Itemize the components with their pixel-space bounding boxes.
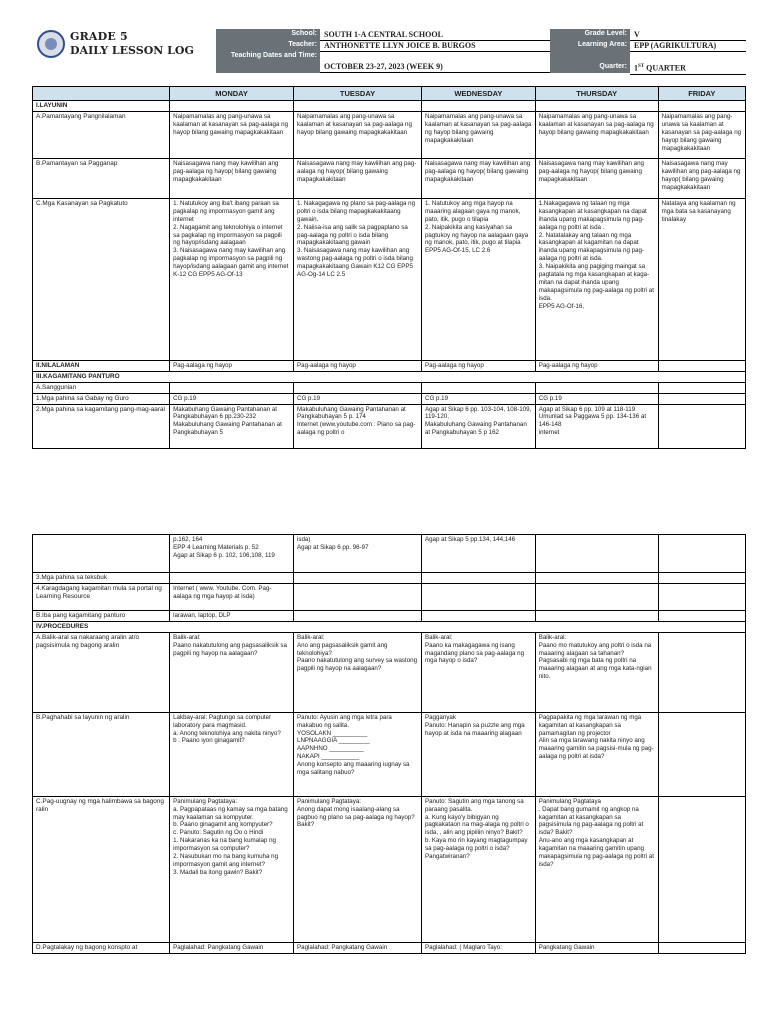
school-label: School: bbox=[216, 29, 320, 40]
day-header-monday: MONDAY bbox=[170, 87, 294, 101]
cell-monday: Internet ( www. Youtube. Com. Pag-aalaga ng mga hayop at isda) bbox=[170, 583, 294, 610]
school-value: SOUTH 1-A CENTRAL SCHOOL bbox=[320, 29, 550, 41]
cell-friday bbox=[658, 796, 745, 942]
table-row bbox=[33, 371, 746, 382]
cell-tuesday: Paglalahad: Pangkatang Gawain bbox=[294, 942, 422, 953]
cell-wednesday: Panuto: Sagutin ang mga tanong sa paraang pasalita. a. Kung kayo'y bibigyan ng pagkakataon na mag-alaga ng poltri o isda, , alin ang pipiliin ninyo? Bakit? b. Kaya mo rin kayang magtagumpay sa pag-aalaga ng poltri o isda? Pangatwiranan? bbox=[421, 796, 535, 942]
cell-friday bbox=[658, 573, 745, 584]
cell-monday: Balik-aral: Paano nakatutulong ang pagsasaliksik sa pagpili ng hayop na aalagaan? bbox=[170, 632, 294, 712]
corner-header bbox=[33, 87, 170, 101]
learning-area-value: EPP (AGRIKULTURA) bbox=[630, 40, 746, 52]
cell-thursday: Pag-aalaga ng hayop bbox=[535, 360, 658, 371]
cell-wednesday bbox=[421, 610, 535, 621]
table-row bbox=[33, 382, 746, 393]
quarter-label: Quarter: bbox=[550, 51, 630, 73]
dates-value: OCTOBER 23-27, 2023 (WEEK 9) bbox=[320, 61, 550, 73]
cell-tuesday bbox=[294, 583, 422, 610]
cell-thursday bbox=[535, 535, 658, 573]
cell-monday: Paglalahad: Pangkatang Gawain bbox=[170, 942, 294, 953]
row-label: B.Iba pang kagamitang panturo bbox=[33, 610, 170, 621]
cell-monday: p.162, 164 EPP 4 Learning Materials p. 52 Agap at Sikap 6 p. 102, 106,108, 119 bbox=[170, 535, 294, 573]
cell-friday bbox=[658, 404, 745, 448]
table-row bbox=[33, 621, 746, 632]
row-label: 1.Mga pahina sa Gabay ng Guro bbox=[33, 393, 170, 404]
quarter-value bbox=[630, 61, 746, 75]
cell-friday bbox=[658, 101, 745, 112]
table-row bbox=[33, 942, 746, 953]
cell-tuesday: Panimulang Pagtataya: Anong dapat mong isaalang-alang sa pagbuo ng plano sa pag-aalaga ng hayop? Bakit? bbox=[294, 796, 422, 942]
deped-seal-icon bbox=[37, 30, 65, 58]
grade-title: GRADE 5 bbox=[70, 30, 128, 43]
cell-monday bbox=[170, 101, 294, 112]
cell-friday bbox=[658, 535, 745, 573]
table-row bbox=[33, 404, 746, 448]
row-label: A.Pamantayang Pangnilalaman bbox=[33, 111, 170, 158]
cell-monday: Panimulang Pagtataya: a. Pagpapataas ng kamay sa mga batang may kaalaman sa kompyuter. b. Paano ginagamit ang kompyuter? c. Panuto: Sagutin ng Oo o Hindi 1. Nakaranas ka na bang kumalap ng impormasyon sa computer? 2. Nasubukan mo na bang kumuha ng impormasyon gamit ang internet? 3. Madali ba itong gawin? Bakit? bbox=[170, 796, 294, 942]
cell-wednesday: Agap at Sikap 6 pp. 103-104, 108-109, 119-120, Makabuluhang Gawaing Pantahanan at Pangkabuhayan 5 p 162 bbox=[421, 404, 535, 448]
cell-monday: larawan, laptop, DLP bbox=[170, 610, 294, 621]
lesson-table-page-1 bbox=[32, 86, 746, 449]
cell-tuesday bbox=[294, 573, 422, 584]
cell-thursday: Pagpapakita ng mga larawan ng mga kagamitan at kasangkapan sa pamamagitan ng projector Alin sa mga larawang nakita ninyo ang maaaring gamitin sa pagsisi-mula ng pag-aalaga ng poltri at isda? bbox=[535, 712, 658, 796]
cell-wednesday: Agap at Sikap 5 pp.134, 144,146 bbox=[421, 535, 535, 573]
table-row bbox=[33, 610, 746, 621]
cell-thursday: Panimulang Pagtataya . Dapat bang gumamit ng angkop na kagamitan at kasangkapan sa pagsisimula ng pag-aalaga ng poltri at isda? Bakit? Anu-ano ang mga kasangkapan at kagamitan na maaaring gamitin upang makapagsimula ng pag-aalaga ng poltri at isda? bbox=[535, 796, 658, 942]
cell-friday bbox=[658, 610, 745, 621]
header bbox=[32, 28, 746, 76]
cell-thursday bbox=[535, 101, 658, 112]
cell-wednesday bbox=[421, 101, 535, 112]
table-row bbox=[33, 111, 746, 158]
cell-tuesday: isda) Agap at Sikap 6 pp. 96-97 bbox=[294, 535, 422, 573]
row-label: 2.Mga pahina sa kagamitang pang-mag-aaral bbox=[33, 404, 170, 448]
cell-friday bbox=[658, 942, 745, 953]
row-label: A.Sanggunian bbox=[33, 382, 170, 393]
table-row bbox=[33, 632, 746, 712]
page-1 bbox=[0, 0, 768, 468]
cell-thursday: 1.Nakagagawa ng talaan ng mga kasangkapan at kasangkapan na dapat ihanda upang makapagsimula ng pag-aalaga ng poltri at isda . 2. Natatalakay ang talaan ng mga kasangkapan at kagamitan na dapat ihanda upang makapagsimula ng pag-aalaga ng poltri at isda. 3. Naipakikita ang pagiging maingat sa pagtatala ng mga kasangkapan at kaga-mitan na dapat ihanda upang makapagsimula ng pag-aalaga ng poltri at isda. EPP5 AG-Of-16, bbox=[535, 198, 658, 360]
cell-thursday: Balik-aral: Paano mo matutukoy ang poltri o isda na maaaring alagaan sa tahanan? Pagsasabi ng mga bata ng poltri na maaaring alagaan at ang mga kata-ngian nito. bbox=[535, 632, 658, 712]
cell-wednesday bbox=[421, 583, 535, 610]
cell-friday bbox=[658, 393, 745, 404]
row-label bbox=[33, 535, 170, 573]
cell-tuesday bbox=[294, 610, 422, 621]
row-label: B.Paghahabi sa layunin ng aralin bbox=[33, 712, 170, 796]
cell-friday: Natataya ang kaalaman ng mga bata sa kasanayang tinalakay bbox=[658, 198, 745, 360]
row-label: B.Pamantayan sa Pagganap bbox=[33, 158, 170, 198]
quarter-word: QUARTER bbox=[644, 63, 686, 73]
cell-tuesday: Balik-aral: Ano ang pagsasaliksik gamit ang teknolohiya? Paano nakatutulong ang survey sa wastong pagpili ng hayop na aalagaan? bbox=[294, 632, 422, 712]
cell-thursday: Naisasagawa nang may kawilihan ang pag-aalaga ng hayop( bilang gawaing mapagkakakitaan bbox=[535, 158, 658, 198]
row-label: A.Balik-aral sa nakaraang aralin at/o pagsisimula ng bagong aralin bbox=[33, 632, 170, 712]
table-row bbox=[33, 360, 746, 371]
row-label: 4.Karagdagang kagamitan mula sa portal ng Learning Resource bbox=[33, 583, 170, 610]
cell-friday bbox=[658, 632, 745, 712]
cell-tuesday bbox=[294, 382, 422, 393]
row-label: D.Pagtalakay ng bagong konspto at bbox=[33, 942, 170, 953]
cell-wednesday: Paglalahad: ( Maglaro Tayo: bbox=[421, 942, 535, 953]
cell-tuesday: CG p.19 bbox=[294, 393, 422, 404]
table-row bbox=[33, 101, 746, 112]
cell-thursday bbox=[535, 573, 658, 584]
dates-label: Teaching Dates and Time: bbox=[216, 51, 320, 73]
cell-tuesday: Naisasagawa nang may kawilihan ang pag-aalaga ng hayop( bilang gawaing mapagkakakitaan bbox=[294, 158, 422, 198]
cell-thursday bbox=[535, 583, 658, 610]
cell-friday bbox=[658, 712, 745, 796]
cell-wednesday bbox=[421, 573, 535, 584]
cell-monday: Naipamamalas ang pang-unawa sa kaalaman at kasanayan sa pag-aalaga ng hayop bilang gawaing mapagkakakitaan bbox=[170, 111, 294, 158]
cell-wednesday: Pagganyak Panuto: Hanapin sa puzzle ang mga hayop at isda na maaaring alagaan bbox=[421, 712, 535, 796]
row-label: C.Pag-uugnay ng mga halimbawa sa bagong ralin bbox=[33, 796, 170, 942]
cell-friday bbox=[658, 382, 745, 393]
cell-thursday: Pangkatang Gawain bbox=[535, 942, 658, 953]
cell-wednesday: Naisasagawa nang may kawilihan ang pag-aalaga ng hayop( bilang gawaing mapagkakakitaan bbox=[421, 158, 535, 198]
cell-wednesday: Pag-aalaga ng hayop bbox=[421, 360, 535, 371]
cell-thursday: Agap at Sikap 6 pp. 109 at 118-119 Umunlad sa Paggawa 5 pp. 134-136 at 146-148 internet bbox=[535, 404, 658, 448]
cell-wednesday bbox=[421, 382, 535, 393]
cell-tuesday: Naipamamalas ang pang-unawa sa kaalaman at kasanayan sa pag-aalaga ng hayop bilang gawaing mapagkakakitaan bbox=[294, 111, 422, 158]
row-label: I.LAYUNIN bbox=[33, 101, 170, 112]
table-row bbox=[33, 158, 746, 198]
day-header-row bbox=[33, 87, 746, 101]
table-row bbox=[33, 712, 746, 796]
day-header-thursday: THURSDAY bbox=[535, 87, 658, 101]
cell-monday: Naisasagawa nang may kawilihan ang pag-aalaga ng hayop( bilang gawaing mapagkakakitaan bbox=[170, 158, 294, 198]
cell-friday bbox=[658, 360, 745, 371]
cell-thursday bbox=[535, 382, 658, 393]
cell-wednesday: CG p.19 bbox=[421, 393, 535, 404]
teacher-value: ANTHONETTE LLYN JOICE B. BURGOS bbox=[320, 40, 550, 52]
cell-tuesday: 1. Nakagagawa ng plano sa pag-aalaga ng poltri o isda bilang mapagkakakitaang gawain. 2. Naiisa-isa ang salik sa pagpaplano sa pag-aalaga ng poltri o isda bilang mapagkakakitaang gawain 3. Naisasagawa nang may kawilihan ang wastong pag-aalaga ng poltri o isda bilang mapagkakakitaang Gawain K12 CG EPP5 AG-Og-14 LC 2.5 bbox=[294, 198, 422, 360]
table-row bbox=[33, 796, 746, 942]
cell-monday bbox=[170, 382, 294, 393]
cell-wednesday: Naipamamalas ang pang-unawa sa kaalaman at kasanayan sa pag-aalaga ng hayop bilang gawaing mapagkakakitaan bbox=[421, 111, 535, 158]
day-header-friday: FRIDAY bbox=[658, 87, 745, 101]
day-header-wednesday: WEDNESDAY bbox=[421, 87, 535, 101]
cell-monday: CG p.19 bbox=[170, 393, 294, 404]
table-row bbox=[33, 198, 746, 360]
lesson-table-page-2 bbox=[32, 534, 746, 954]
row-label: 3.Mga pahina sa teksbuk bbox=[33, 573, 170, 584]
grade-level-label: Grade Level: bbox=[550, 29, 630, 40]
cell-monday: Pag-aalaga ng hayop bbox=[170, 360, 294, 371]
row-label: IV.PROCEDURES bbox=[33, 621, 746, 632]
cell-tuesday: Pag-aalaga ng hayop bbox=[294, 360, 422, 371]
day-header-tuesday: TUESDAY bbox=[294, 87, 422, 101]
grade-level-value: V bbox=[630, 29, 746, 41]
cell-tuesday: Panuto: Ayusin ang mga letra para makabuo ng salita. YOSOLAKN __________ LNPNAAGGIA _________ AAPNHNO __________ NAKAPI ___________ Anong konsepto ang maaaring iugnay sa mga salitang nabuo? bbox=[294, 712, 422, 796]
cell-tuesday bbox=[294, 101, 422, 112]
learning-area-label: Learning Area: bbox=[550, 40, 630, 51]
cell-friday bbox=[658, 583, 745, 610]
cell-monday: Lakbay-aral: Pagtungo sa computer laboratory para magmasid. a. Anong teknolohiya ang nakita ninyo? b . Paano iyon ginagamit? bbox=[170, 712, 294, 796]
teacher-label: Teacher: bbox=[216, 40, 320, 51]
table-row bbox=[33, 535, 746, 573]
cell-monday bbox=[170, 573, 294, 584]
table-row bbox=[33, 573, 746, 584]
cell-monday: 1. Natutukoy ang iba't ibang paraan sa pagkalap ng impormasyon gamit ang internet 2. Nagagamit ang teknolohiya o internet sa pagkalap ng impormasyon sa pagpili ng hayop/isdang aalagaan 3. Naisasagawa nang may kawilihan ang pagkalap ng impormasyon sa pagpili ng hayop/isdang aalagaan gamit ang internet K-12 CG EPP5 AG-Of-13 bbox=[170, 198, 294, 360]
page-gap bbox=[0, 468, 768, 528]
cell-wednesday: 1. Natutukoy ang mga hayop na maaaring alagaan gaya ng manok, pato, itik, pugo o tilapia 2. Naipakikita ang kasiyahan sa pagtukoy ng hayop na aalagaan gaya ng manok, pato, itik, pugo at tilapia EPP5 AG-Of-15, LC 2.6 bbox=[421, 198, 535, 360]
row-label: III.KAGAMITANG PANTURO bbox=[33, 371, 746, 382]
cell-friday: Naisasagawa nang may kawilihan ang pag-aalaga ng hayop( bilang gawaing mapagkakakitaan bbox=[658, 158, 745, 198]
cell-thursday bbox=[535, 610, 658, 621]
table-row bbox=[33, 393, 746, 404]
cell-friday: Naipamamalas ang pang-unawa sa kaalaman at kasanayan sa pag-aalaga ng hayop bilang gawaing mapagkakakitaan bbox=[658, 111, 745, 158]
cell-thursday: Naipamamalas ang pang-unawa sa kaalaman at kasanayan sa pag-aalaga ng hayop bilang gawaing mapagkakakitaan bbox=[535, 111, 658, 158]
cell-wednesday: Balik-aral: Paano ka makagagawa ng isang magandang plano sa pag-aalaga ng mga hayop o isda? bbox=[421, 632, 535, 712]
log-title: DAILY LESSON LOG bbox=[70, 44, 194, 57]
cell-monday: Makabuhang Gawaing Pantahanan at Pangkabuhayan 6 pp.230-232 Makabuluhang Gawaing Pantahanan at Pangkabuhayan 5 bbox=[170, 404, 294, 448]
cell-tuesday: Makabuluhang Gawaing Pantahanan at Pangkabuhayan 5 p. 174 Internet (www.youtube.com : Plano sa pag-aalaga ng poltri o bbox=[294, 404, 422, 448]
quarter-suffix: ST bbox=[638, 64, 645, 69]
cell-thursday: CG p.19 bbox=[535, 393, 658, 404]
table-row bbox=[33, 583, 746, 610]
quarter-number: 1 bbox=[634, 63, 638, 73]
row-label: C.Mga Kasanayan sa Pagkatuto bbox=[33, 198, 170, 360]
row-label: II.NILALAMAN bbox=[33, 360, 170, 371]
page-2 bbox=[0, 528, 768, 1024]
